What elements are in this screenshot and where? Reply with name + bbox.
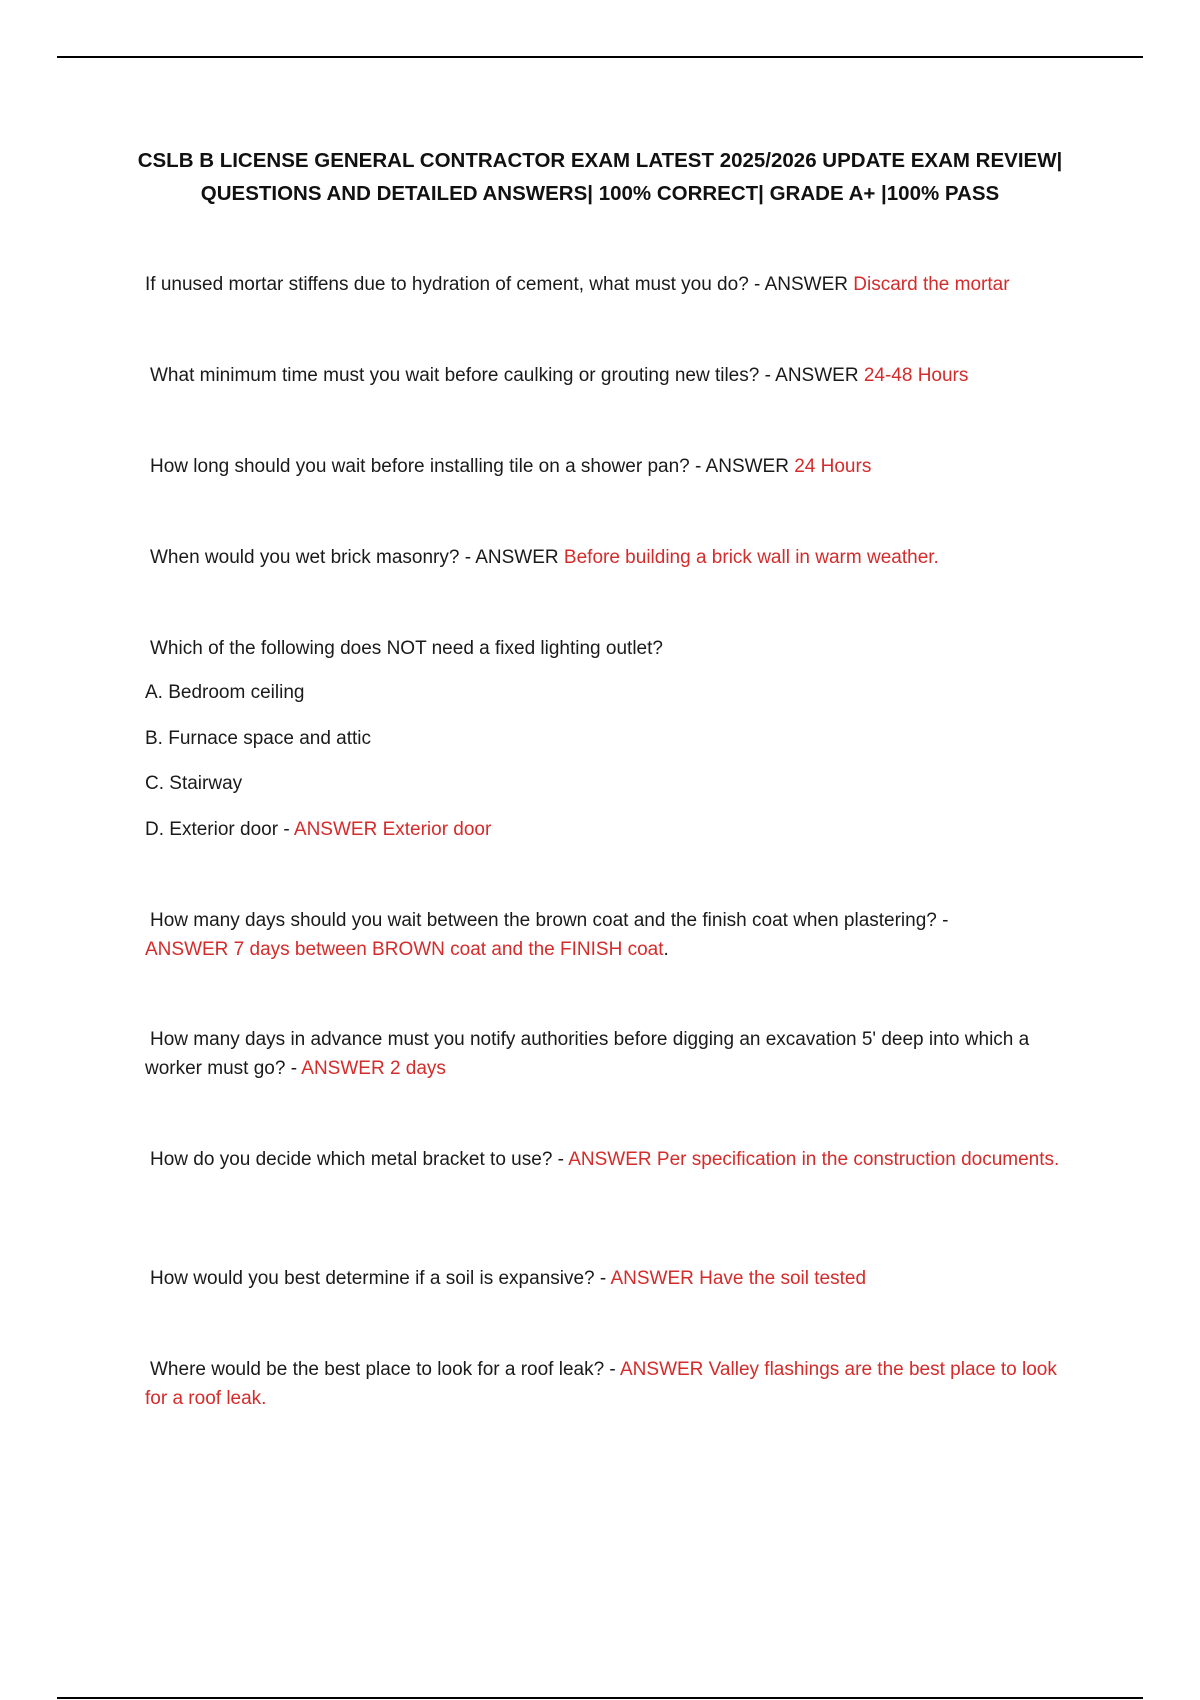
question-text: How many days in advance must you notify authorities before digging an excavation 5' deep into which a worker must go? - — [145, 1029, 1030, 1079]
question-text: Where would be the best place to look for a roof leak? - — [150, 1359, 616, 1380]
qa-item — [145, 906, 1075, 964]
question-text: When would you wet brick masonry? - ANSWER — [150, 547, 559, 568]
option-b: B. Furnace space and attic — [145, 728, 372, 749]
answer-text: 24-48 Hours — [863, 365, 969, 386]
option-c: C. Stairway — [145, 773, 243, 794]
answer-text: ANSWER Per specification in the construction documents. — [568, 1149, 1060, 1170]
qa-item — [145, 1025, 1075, 1083]
answer-text: Discard the mortar — [853, 274, 1010, 295]
question-text: How long should you wait before installing tile on a shower pan? - ANSWER — [150, 456, 789, 477]
qa-item — [145, 1355, 1075, 1413]
answer-suffix: . — [663, 939, 669, 960]
question-text: Which of the following does NOT need a fixed lighting outlet? — [150, 638, 663, 659]
option-d-text: D. Exterior door - — [145, 819, 290, 840]
option-a: A. Bedroom ceiling — [145, 682, 305, 703]
question-text: If unused mortar stiffens due to hydration of cement, what must you do? - ANSWER — [145, 274, 848, 295]
answer-text: ANSWER Have the soil tested — [610, 1268, 867, 1289]
title-line-1: CSLB B LICENSE GENERAL CONTRACTOR EXAM LATEST 2025/2026 UPDATE EXAM REVIEW| — [137, 149, 1063, 172]
title-line-2: QUESTIONS AND DETAILED ANSWERS| 100% CORRECT| GRADE A+ |100% PASS — [200, 182, 1000, 205]
question-text: How do you decide which metal bracket to use? - — [150, 1149, 564, 1170]
qa-item — [145, 634, 1075, 663]
answer-text: Before building a brick wall in warm weather. — [563, 547, 939, 568]
question-text: What minimum time must you wait before caulking or grouting new tiles? - ANSWER — [150, 365, 859, 386]
qa-item — [145, 452, 1075, 481]
option-d — [145, 815, 491, 844]
qa-item — [145, 1145, 1075, 1174]
answer-text: ANSWER Exterior door — [293, 819, 492, 840]
qa-item — [145, 1264, 1075, 1293]
answer-text: ANSWER Valley flashings are the best place to look for a roof leak. — [145, 1359, 1057, 1409]
answer-text: 24 Hours — [794, 456, 872, 477]
qa-item — [145, 543, 1075, 572]
answer-text: ANSWER 7 days between BROWN coat and the FINISH coat — [145, 939, 664, 960]
question-text: How would you best determine if a soil is expansive? - — [150, 1268, 607, 1289]
bottom-rule — [57, 1697, 1143, 1699]
qa-item — [145, 361, 1075, 390]
question-text: How many days should you wait between the brown coat and the finish coat when plastering? - — [150, 910, 949, 931]
answer-text: ANSWER 2 days — [301, 1058, 446, 1079]
qa-item — [145, 270, 1075, 299]
